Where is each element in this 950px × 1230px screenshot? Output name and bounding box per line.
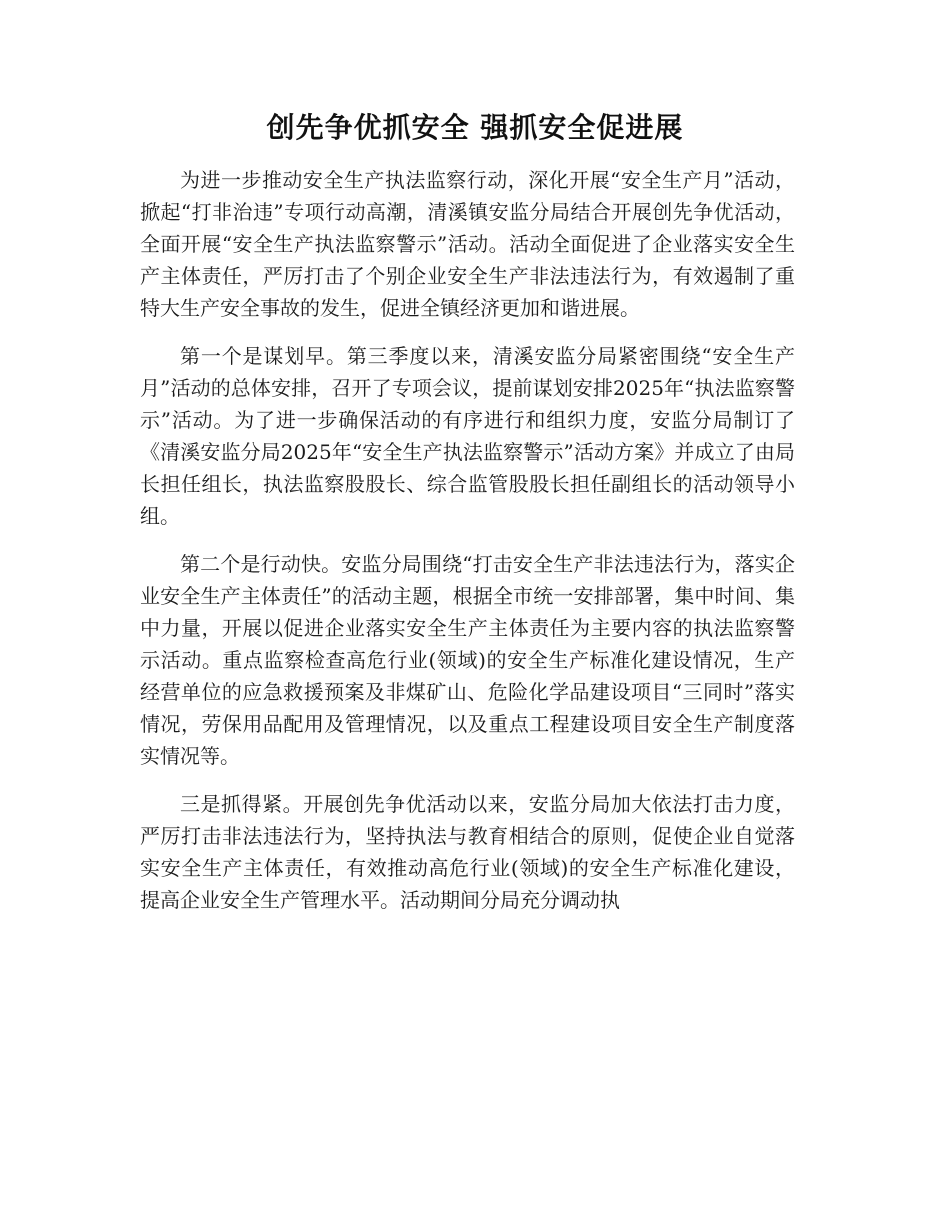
document-title: 创先争优抓安全 强抓安全促进展: [266, 111, 684, 144]
paragraph-enforcement: 三是抓得紧。开展创先争优活动以来，安监分局加大依法打击力度，严厉打击非法违法行为，坚持执法与教育相结合的原则，促使企业自觉落实安全生产主体责任，有效推动高危行业(领域)的安全生产标准化建设，提高企业安全生产管理水平。活动期间分局充分调动执: [140, 792, 795, 912]
paragraph-planning: 第一个是谋划早。第三季度以来，清溪安监分局紧密围绕“安全生产月”活动的总体安排，召开了专项会议，提前谋划安排2025年“执法监察警示”活动。为了进一步确保活动的有序进行和组织力度，安监分局制订了《清溪安监分局2025年“安全生产执法监察警示”活动方案》并成立了由局长担任组长，执法监察股股长、综合监管股股长担任副组长的活动领导小组。: [140, 344, 795, 528]
paragraph-action: 第二个是行动快。安监分局围绕“打击安全生产非法违法行为，落实企业安全生产主体责任”的活动主题，根据全市统一安排部署，集中时间、集中力量，开展以促进企业落实安全生产主体责任为主要内容的执法监察警示活动。重点监察检查高危行业(领域)的安全生产标准化建设情况，生产经营单位的应急救援预案及非煤矿山、危险化学品建设项目“三同时”落实情况，劳保用品配用及管理情况，以及重点工程建设项目安全生产制度落实情况等。: [140, 552, 795, 768]
paragraph-intro: 为进一步推动安全生产执法监察行动，深化开展“安全生产月”活动，掀起“打非治违”专项行动高潮，清溪镇安监分局结合开展创先争优活动，全面开展“安全生产执法监察警示”活动。活动全面促进了企业落实安全生产主体责任，严厉打击了个别企业安全生产非法违法行为，有效遏制了重特大生产安全事故的发生，促进全镇经济更加和谐进展。: [140, 168, 795, 320]
document-body: [140, 164, 795, 932]
